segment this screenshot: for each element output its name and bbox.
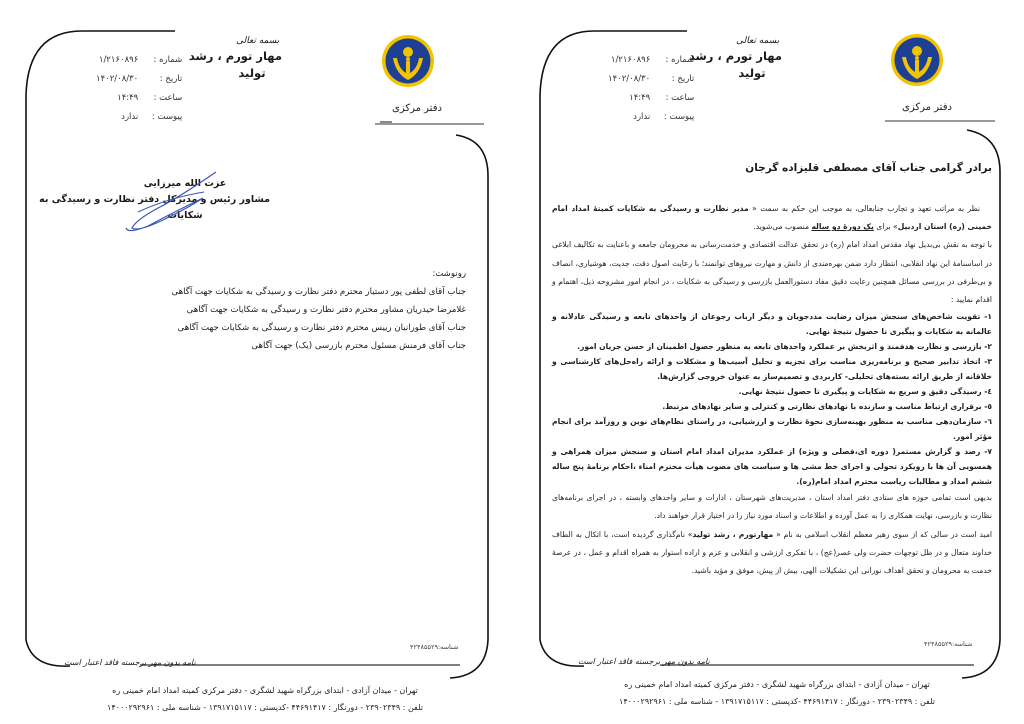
position-title: مدیر نظارت و رسیدگی به شکایات کمیتهٔ امداد امام خمینی (ره) استان اردبیل: [552, 204, 992, 232]
meta-time: [608, 93, 694, 103]
imam-khomeini-relief-logo: [381, 34, 435, 88]
footer-address: تهران - میدان آزادی - ابتدای بزرگراه شهید لشگری - دفتر مرکزی کمیته امداد امام خمینی ره: [624, 680, 930, 689]
meta-date: [96, 74, 182, 84]
cc-list: [171, 265, 466, 355]
imam-khomeini-relief-logo: [890, 33, 944, 87]
meta-number: [608, 55, 694, 65]
text-run: » نام‌گذاری گردیده است، با اتکال به الطاف خداوند متعال و در ظل توجهات حضرت ولی عصر(عج) ، با تفکری ارزشی و انقلابی و عزم و اراده استوار به همراه اقدام و عمل ، در عرصهٔ خدمت به محرومان و تحقق اهداف نورانی این تشکیلات الهی، بیش از پیش، موفق و مؤید باشید.: [552, 529, 992, 576]
meta-attachment: [608, 112, 694, 122]
cc-heading: رونوشت:: [432, 269, 466, 279]
signatory-name: عزت الله میرزایی: [143, 178, 227, 189]
document-serial: شناسه:۴۲۴۸۵۵۲۹: [924, 640, 973, 648]
meta-time-value: ۱۴:۴۹: [629, 93, 651, 103]
meta-number-value: ۱/۲۱۶۰۸۹۶: [98, 55, 139, 65]
year-motto-line1: مهار تورم ، رشد: [188, 49, 282, 63]
meta-date-value: ۱۴۰۲/۰۸/۳۰: [96, 74, 139, 84]
term-duration: یک دورهٔ دو ساله: [811, 222, 874, 232]
signatory-title-line1: مشاور رئیس و مدیرکل دفتر نظارت و رسیدگی به: [39, 194, 270, 205]
meta-number-label: شماره :: [665, 55, 695, 65]
bismillah-text: بسمه تعالی: [736, 36, 780, 46]
meta-attachment: [96, 112, 182, 122]
handwritten-signature: [118, 168, 228, 238]
duty-item: ٥- برقراری ارتباط مناسب و سازنده با نهادهای نظارتی و کنترلی و سایر نهادهای مرتبط.: [662, 402, 992, 412]
office-label: دفتر مرکزی: [392, 103, 442, 114]
meta-attachment-value: ندارد: [121, 112, 139, 122]
letter-meta: [608, 55, 694, 122]
meta-date-value: ۱۴۰۲/۰۸/۳۰: [608, 74, 651, 84]
duty-item: ۳- اتخاذ تدابیر صحیح و برنامه‌ریزی مناسب برای تجزیه و تحلیل آسیب‌ها و مشکلات و ارائه راه‌حل‌های کارشناسی و خلاقانه از طریق ارائه بسته‌های تحلیلی- کاربردی و تصمیم‌ساز به عنوان خروجی گزارش‌ها.: [552, 357, 992, 382]
cc-line: جناب آقای فرمنش مسئول محترم بازرسی (یک) جهت آگاهی: [251, 341, 466, 351]
text-run: » برای: [873, 222, 898, 232]
text-run: نظر به مراتب تعهد و تجارب جنابعالی، به موجب این حکم به سمت «: [748, 204, 980, 213]
duty-item: ۱- تقویت شاخص‌های سنجش میزان رضایت مددجویان و دیگر ارباب رجوعان از واحدهای تابعه و رسیدگی عادلانه و عالمانه به شکایات و پیگیری تا حصول نتیجهٔ نهایی.: [552, 312, 992, 337]
cooperation-paragraph: بدیهی است تمامی حوزه های ستادی دفتر امداد استان ، مدیریت‌های شهرستان ، ادارات و سایر واحدهای وابسته ، در اجرای برنامه‌های نظارت و بازرسی، نهایت همکاری را به عمل آورده و اطلاعات و اسناد مورد نیاز را در اختیار قرار خواهند داد.: [552, 493, 992, 521]
footer-address: تهران - میدان آزادی - ابتدای بزرگراه شهید لشگری - دفتر مرکزی کمیته امداد امام خمینی ره: [112, 686, 418, 695]
meta-number: [96, 55, 182, 65]
expectations-paragraph: با توجه به نقش بی‌بدیل نهاد مقدس امداد امام (ره) در تحقق عدالت اقتصادی و خدمت‌رسانی به محرومان جامعه و باعنایت به تکالیف ابلاغی در اساسنامهٔ این نهاد انقلابی، انتظار دارد ضمن بهره‌مندی از دانش و مهارت نیروهای توانمند؛ با رعایت اصول دقت، جدیت، هوشیاری، انصاف و بی‌طرفی در بررسی مسائل همچنین رعایت دقیق مفاد دستورالعمل بازرسی و رسیدگی به شکایات ، در انجام امور مشروحه ذیل، اهتمام و اقدام نمایید :: [552, 240, 992, 305]
letter-page-appointment: [512, 0, 1024, 724]
document-serial: شناسه:۴۲۴۸۵۵۲۹: [410, 643, 459, 651]
year-motto-line1: مهار تورم ، رشد: [688, 49, 782, 63]
meta-date: [608, 74, 694, 84]
duties-list: [552, 309, 992, 489]
duty-item: ٤- رسیدگی دقیق و سریع به شکایات و پیگیری تا حصول نتیجهٔ نهایی.: [738, 387, 992, 397]
meta-time-label: ساعت :: [153, 93, 183, 103]
seal-notice-tagline: نامه بدون مهر برجسته فاقد اعتبار است: [578, 657, 710, 666]
closing-paragraph: [552, 526, 992, 581]
year-motto-line2: تولید: [738, 66, 766, 80]
meta-attachment-value: ندارد: [633, 112, 651, 122]
letter-meta: [96, 55, 182, 122]
year-motto-line2: تولید: [238, 66, 266, 80]
cc-line: غلامرضا حیدریان مشاور محترم دفتر نظارت و رسیدگی به شکایات جهت آگاهی: [186, 305, 466, 315]
footer: [20, 682, 510, 716]
signatory-title-line2: شکایات: [167, 210, 203, 221]
office-label: دفتر مرکزی: [902, 102, 952, 113]
text-run: امید است در سالی که از سوی رهبر معظم انقلاب اسلامی به نام «: [773, 529, 992, 539]
seal-notice-tagline: نامه بدون مهر برجسته فاقد اعتبار است: [64, 658, 196, 667]
footer: [532, 676, 1022, 710]
meta-attachment-label: پیوست :: [663, 112, 695, 122]
letter-body: [552, 200, 992, 580]
salutation: برادر گرامی جناب آقای مصطفی قلیزاده گرجان: [745, 162, 992, 174]
cc-line: جناب آقای لطفی پور دستیار محترم دفتر نظارت و رسیدگی به شکایات جهت آگاهی: [171, 287, 466, 297]
meta-time-value: ۱۴:۴۹: [117, 93, 139, 103]
meta-number-value: ۱/۲۱۶۰۸۹۶: [610, 55, 651, 65]
meta-date-label: تاریخ :: [671, 74, 695, 84]
meta-attachment-label: پیوست :: [151, 112, 183, 122]
cc-line: جناب آقای طورانیان رییس محترم دفتر نظارت و رسیدگی به شکایات جهت آگاهی: [177, 323, 466, 333]
meta-time: [96, 93, 182, 103]
duty-item: ۷- رصد و گزارش مستمر( دوره ای،فصلی و ویژه) از عملکرد مدیران امداد امام استان و سنجش میزان همراهی و همسویی آن ها با رویکرد تحولی و اجرای خط مشی ها و سیاست های مصوب هیأت محترم امناء ،احکام برنامهٔ پنج ساله ششم امداد و مطالبات ریاست محترم امداد امام(ره).: [552, 447, 992, 487]
bismillah-text: بسمه تعالی: [236, 36, 280, 46]
meta-number-label: شماره :: [153, 55, 183, 65]
text-run: منصوب می‌شوید.: [753, 222, 812, 232]
footer-contact: تلفن : ۲۳۹۰۲۳۴۹ - دورنگار : ۴۴۶۹۱۴۱۷ -کدپستی : ۱۳۹۱۷۱۵۱۱۷ - شناسه ملی : ۱۴۰۰۰۲۹۲۹۶۱: [619, 697, 935, 706]
duty-item: ۲- بازرسی و نظارت هدفمند و اثربخش بر عملکرد واحدهای تابعه به منظور حصول اطمینان از حسن جریان امور.: [577, 342, 992, 352]
meta-time-label: ساعت :: [665, 93, 695, 103]
footer-contact: تلفن : ۲۳۹۰۲۳۴۹ - دورنگار : ۴۴۶۹۱۴۱۷ -کدپستی : ۱۳۹۱۷۱۵۱۱۷ - شناسه ملی : ۱۴۰۰۰۲۹۲۹۶۱: [107, 703, 423, 712]
appointment-paragraph: [552, 200, 992, 236]
duty-item: ٦- سازمان‌دهی مناسب به منظور بهینه‌سازی نحوهٔ نظارت و ارزشیابی، در راستای نظام‌های نوین و روزآمد برای انجام مؤثر امور.: [552, 417, 992, 442]
meta-date-label: تاریخ :: [159, 74, 183, 84]
year-slogan: مهارتورم ، رشد تولید: [692, 529, 774, 539]
